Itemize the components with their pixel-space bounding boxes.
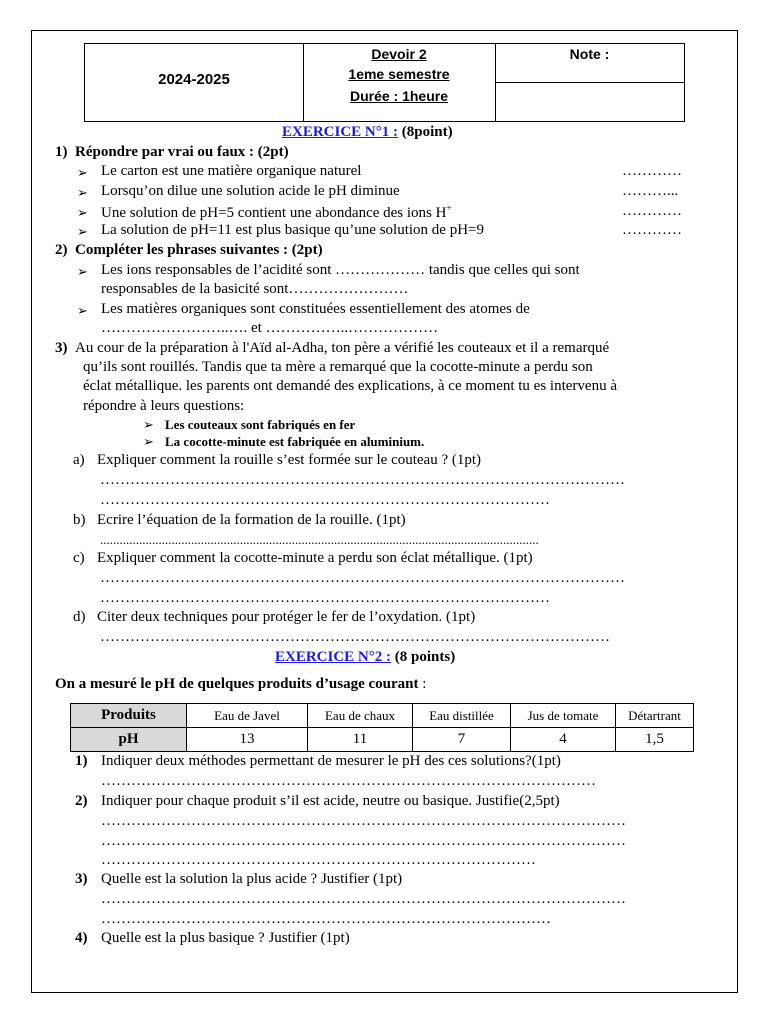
q2-item-1-line-1: Les ions responsables de l’acidité sont ……………… tandis que celles qui sont: [101, 262, 580, 278]
arrow-bullet-icon: ➢: [77, 165, 88, 180]
product-cell: Jus de tomate: [511, 704, 616, 728]
ph-value-cell: 11: [308, 728, 413, 752]
q1-number: 1): [55, 144, 68, 160]
ex2-q1-number: 1): [75, 753, 88, 769]
arrow-bullet-icon: ➢: [77, 303, 88, 318]
q3-fact-1: Les couteaux sont fabriqués en fer: [165, 417, 356, 432]
arrow-bullet-icon: ➢: [143, 417, 154, 432]
q3d-text: Citer deux techniques pour protéger le fer de l’oxydation. (1pt): [97, 609, 476, 625]
ex2-q1-text: Indiquer deux méthodes permettant de mesurer le pH des ces solutions?(1pt): [101, 753, 561, 769]
exercise-1-points: (8point): [398, 124, 453, 140]
ex2-q2-text: Indiquer pour chaque produit s’il est acide, neutre ou basique. Justifie(2,5pt): [101, 793, 560, 809]
q1-item-1: Le carton est une matière organique naturel: [101, 163, 362, 179]
ph-value-cell: 4: [511, 728, 616, 752]
q2-title: Compléter les phrases suivantes : (2pt): [75, 242, 323, 258]
arrow-bullet-icon: ➢: [77, 205, 88, 220]
q3-text-line-3: éclat métallique. les parents ont demandé des explications, à ce moment tu es intervenu à: [83, 378, 617, 394]
product-cell: Détartrant: [616, 704, 694, 728]
ex2-q2-answer-line-3: ……………………………………………………………………………: [101, 852, 536, 868]
q2-item-1-line-2: responsables de la basicité sont……………………: [101, 281, 409, 297]
q1-item-2-answer: ………...: [622, 183, 679, 199]
school-year: 2024-2025: [158, 71, 230, 88]
arrow-bullet-icon: ➢: [77, 185, 88, 200]
header-table: [84, 43, 685, 122]
q3c-answer-line-2: ………………………………………………………………………………: [100, 590, 550, 606]
note-label-cell: [495, 44, 684, 83]
ph-value-cell: 13: [187, 728, 308, 752]
table-row: [71, 704, 694, 728]
ph-value-cell: 7: [413, 728, 511, 752]
exercise-2-link[interactable]: EXERCICE N°2 :: [275, 649, 392, 665]
exercise-2-title: [275, 649, 455, 666]
q1-item-3-answer: …………: [622, 203, 682, 219]
ex2-q3-answer-line-1: ……………………………………………………………………………………………: [101, 891, 626, 907]
q3a-text: Expliquer comment la rouille s’est formée sur le couteau ? (1pt): [97, 452, 482, 468]
product-cell: Eau de Javel: [187, 704, 308, 728]
q3-number: 3): [55, 340, 68, 356]
semester: 1eme semestre: [348, 66, 450, 82]
exercise-1-link[interactable]: EXERCICE N°1 :: [282, 124, 399, 140]
header-info-cell: [303, 44, 496, 121]
q1-item-4: La solution de pH=11 est plus basique qu’une solution de pH=9: [101, 222, 484, 238]
q3c-answer-line-1: ……………………………………………………………………………………………: [100, 570, 625, 586]
note-value-cell: [495, 83, 684, 121]
q3c-text: Expliquer comment la cocotte-minute a perdu son éclat métallique. (1pt): [97, 550, 533, 566]
product-cell: Eau de chaux: [308, 704, 413, 728]
ex2-q3-text: Quelle est la solution la plus acide ? Justifier (1pt): [101, 871, 403, 887]
ex2-q2-answer-line-2: ……………………………………………………………………………………………: [101, 833, 626, 849]
arrow-bullet-icon: ➢: [77, 224, 88, 239]
ex2-q3-answer-line-2: ………………………………………………………………………………: [101, 911, 551, 927]
ex2-q4-text: Quelle est la plus basique ? Justifier (1pt): [101, 930, 350, 946]
ph-value-cell: 1,5: [616, 728, 694, 752]
table-row: [71, 728, 694, 752]
q3a-answer-line-2: ………………………………………………………………………………: [100, 492, 550, 508]
ph-header: pH: [71, 728, 187, 752]
q3b-answer-line-1: .......................................................................................................................................: [100, 532, 539, 547]
arrow-bullet-icon: ➢: [143, 434, 154, 449]
q3-fact-2: La cocotte-minute est fabriquée en aluminium.: [165, 434, 425, 449]
exercise-1-title: [282, 124, 453, 141]
ex2-q4-number: 4): [75, 930, 88, 946]
note-label: Note :: [569, 46, 610, 62]
header-year-cell: [85, 44, 304, 121]
q3-text-line-1: Au cour de la préparation à l'Aïd al-Adha, ton père a vérifié les couteaux et il a remarqué: [75, 340, 610, 356]
exercise-2-intro: On a mesuré le pH de quelques produits d’usage courant :: [55, 676, 427, 692]
ex2-q1-answer-line-1: ………………………………………………………………………………………: [101, 773, 596, 789]
q1-item-2: Lorsqu’on dilue une solution acide le pH diminue: [101, 183, 400, 199]
ex2-q2-answer-line-1: ……………………………………………………………………………………………: [101, 813, 626, 829]
devoir-title: Devoir 2: [371, 46, 427, 62]
q2-number: 2): [55, 242, 68, 258]
ph-table: [70, 703, 694, 752]
q3-text-line-2: qu’ils sont rouillés. Tandis que ta mère a remarqué que la cocotte-minute a perdu son: [83, 359, 593, 375]
q3a-letter: a): [73, 452, 85, 468]
q1-item-4-answer: …………: [622, 222, 682, 238]
q2-item-2-line-2: ……………………..…. et ……………..………………: [101, 320, 439, 336]
q3-text-line-4: répondre à leurs questions:: [83, 398, 245, 414]
products-header: Produits: [71, 704, 187, 728]
exercise-2-points: (8 points): [391, 649, 456, 665]
product-cell: Eau distillée: [413, 704, 511, 728]
ex2-q2-number: 2): [75, 793, 88, 809]
q3a-answer-line-1: ……………………………………………………………………………………………: [100, 472, 625, 488]
q1-item-1-answer: …………: [622, 163, 682, 179]
q3b-letter: b): [73, 512, 86, 528]
ex2-q3-number: 3): [75, 871, 88, 887]
q3d-answer-line-1: …………………………………………………………………………………………: [100, 629, 610, 645]
q3b-text: Ecrire l’équation de la formation de la rouille. (1pt): [97, 512, 406, 528]
arrow-bullet-icon: ➢: [77, 264, 88, 279]
q3c-letter: c): [73, 550, 85, 566]
q1-title: Répondre par vrai ou faux : (2pt): [75, 144, 289, 160]
q1-item-3: Une solution de pH=5 contient une abondance des ions H+: [101, 203, 452, 221]
q2-item-2-line-1: Les matières organiques sont constituées essentiellement des atomes de: [101, 301, 530, 317]
q3d-letter: d): [73, 609, 86, 625]
duration: Durée : 1heure: [349, 88, 449, 104]
